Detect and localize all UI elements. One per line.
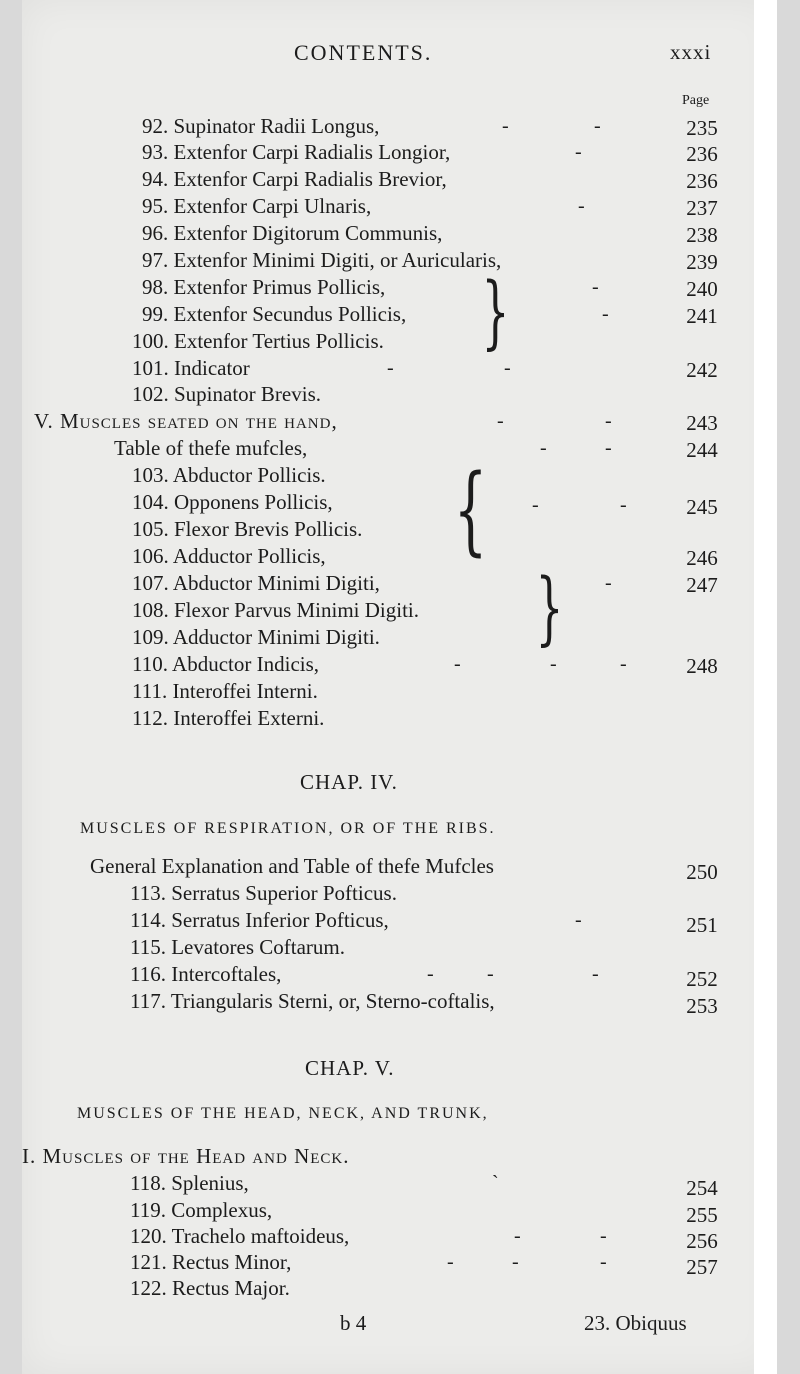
chapter-subheading: MUSCLES OF RESPIRATION, OR OF THE RIBS. [80, 820, 496, 837]
book-page: CONTENTS. xxxi Page 92. Supinator Radii Longus, 235 93. Extenfor Carpi Radialis Longior, 236 94. Extenfor Carpi Radialis Brevior, 236 95. Extenfor Carpi Ulnaris, 237 96. Extenfor Digitorum Communis, 238 97. Extenfor Minimi Digiti, or Auricularis, 239 98. Extenfor Primus Pollicis, 240 99. Extenfor Secundus Pollicis, 241 100. Extenfor Tertius Pollicis. } 101. Indicator 242 102. Supinator Brevis. V. Muscles seated on the hand, 243 Table of thefe mufcles, 244 103. Abductor Pollicis. 104. Opponens Pollicis, 245 105. Flexor Brevis Pollicis. 106. Adductor Pollicis, 246 { 107. Abductor Minimi Digiti, 247 108. Flexor Parvus Minimi Digiti. 109. Adductor Minimi Digiti. } 110. Abductor Indicis, 248 111. Interoffei Interni. 112. Interoffei Externi. - - - - - - - - - - - - - - - - - - CHAP. IV. MUSCLES OF RESPIRATION, OR OF THE RIBS. General Explanation and Table of thefe Mufcles 250 113. Serratus Superior Pofticus. 114. Serratus Inferior Pofticus, 251 115. Levatores Coftarum. 116. Intercoftales, 252 117. Triangularis Sterni, or, Sterno-coftalis, 253 - - - - CHAP. V. MUSCLES OF THE HEAD, NECK, AND TRUNK, I. Muscles of the Head and Neck. 118. Splenius, 254 119. Complexus, 255 120. Trachelo maftoideus, 256 121. Rectus Minor, 257 122. Rectus Major. ` - - - - - b 4 23. Obiquus [22, 0, 777, 1374]
toc-entry: 108. Flexor Parvus Minimi Digiti. [132, 598, 420, 622]
toc-page: 256 [686, 1229, 718, 1253]
toc-entry: 121. Rectus Minor, [130, 1250, 292, 1274]
toc-page: 235 [686, 116, 718, 140]
toc-entry: 116. Intercoftales, [130, 962, 282, 986]
toc-entry: 96. Extenfor Digitorum Communis, [142, 221, 443, 245]
toc-entry: 118. Splenius, [130, 1171, 249, 1195]
toc-entry: 104. Opponens Pollicis, [132, 490, 333, 514]
toc-entry: General Explanation and Table of thefe Mufcles [90, 854, 494, 878]
grouping-brace: { [453, 454, 488, 566]
toc-page: 246 [686, 546, 718, 570]
toc-entry: 92. Supinator Radii Longus, [142, 114, 380, 138]
toc-page: 252 [686, 967, 718, 991]
toc-entry: 103. Abductor Pollicis. [132, 463, 326, 487]
toc-entry: 105. Flexor Brevis Pollicis. [132, 517, 363, 541]
signature-mark: b 4 [340, 1311, 367, 1335]
toc-entry: 97. Extenfor Minimi Digiti, or Auricularis, [142, 248, 502, 272]
toc-page: 254 [686, 1176, 718, 1200]
toc-page: 240 [686, 277, 718, 301]
toc-page: 242 [686, 358, 718, 382]
toc-entry: 119. Complexus, [130, 1198, 273, 1222]
toc-page: 237 [686, 196, 718, 220]
toc-page: 239 [686, 250, 718, 274]
chapter-heading: CHAP. IV. [300, 770, 398, 794]
toc-entry: 111. Interoffei Interni. [132, 679, 318, 703]
toc-entry: 117. Triangularis Sterni, or, Sterno-coftalis, [130, 989, 495, 1013]
toc-entry: 112. Interoffei Externi. [132, 706, 325, 730]
page-column-label: Page [682, 93, 710, 108]
toc-entry: 93. Extenfor Carpi Radialis Longior, [142, 140, 451, 164]
toc-page: 248 [686, 654, 718, 678]
catchword: 23. Obiquus [584, 1311, 687, 1335]
toc-page: 253 [686, 994, 718, 1018]
chapter-heading: CHAP. V. [305, 1056, 395, 1080]
page-edge [754, 0, 777, 1374]
toc-entry: 113. Serratus Superior Pofticus. [130, 881, 397, 905]
toc-entry: 99. Extenfor Secundus Pollicis, [142, 302, 407, 326]
toc-page: 236 [686, 142, 718, 166]
toc-entry: 100. Extenfor Tertius Pollicis. [132, 329, 384, 353]
toc-page: 257 [686, 1255, 718, 1279]
toc-page: 247 [686, 573, 718, 597]
page-number: xxxi [670, 40, 712, 64]
toc-page: 243 [686, 411, 718, 435]
toc-page: 245 [686, 495, 718, 519]
toc-page: 238 [686, 223, 718, 247]
toc-entry: 107. Abductor Minimi Digiti, [132, 571, 380, 595]
grouping-brace: } [535, 561, 564, 654]
toc-entry: 95. Extenfor Carpi Ulnaris, [142, 194, 372, 218]
toc-page: 251 [686, 913, 718, 937]
toc-entry: 120. Trachelo maftoideus, [130, 1224, 350, 1248]
toc-entry: 122. Rectus Major. [130, 1276, 290, 1300]
toc-entry: 94. Extenfor Carpi Radialis Brevior, [142, 167, 447, 191]
toc-entry: 106. Adductor Pollicis, [132, 544, 326, 568]
section-heading: V. Muscles seated on the hand, [34, 409, 338, 433]
toc-page: 241 [686, 304, 718, 328]
section-heading: I. Muscles of the Head and Neck. [22, 1144, 350, 1168]
chapter-subheading: MUSCLES OF THE HEAD, NECK, AND TRUNK, [77, 1105, 489, 1122]
toc-entry: 109. Adductor Minimi Digiti. [132, 625, 380, 649]
toc-entry: 114. Serratus Inferior Pofticus, [130, 908, 389, 932]
toc-entry: 98. Extenfor Primus Pollicis, [142, 275, 386, 299]
grouping-brace: } [481, 265, 510, 358]
toc-entry: Table of thefe mufcles, [114, 436, 308, 460]
toc-entry: 110. Abductor Indicis, [132, 652, 320, 676]
toc-entry: 115. Levatores Coftarum. [130, 935, 345, 959]
toc-entry: 101. Indicator [132, 356, 250, 380]
toc-page: 244 [686, 438, 718, 462]
page-title: CONTENTS. [294, 40, 433, 65]
toc-entry: 102. Supinator Brevis. [132, 382, 321, 406]
toc-page: 236 [686, 169, 718, 193]
toc-page: 255 [686, 1203, 718, 1227]
toc-page: 250 [686, 860, 718, 884]
